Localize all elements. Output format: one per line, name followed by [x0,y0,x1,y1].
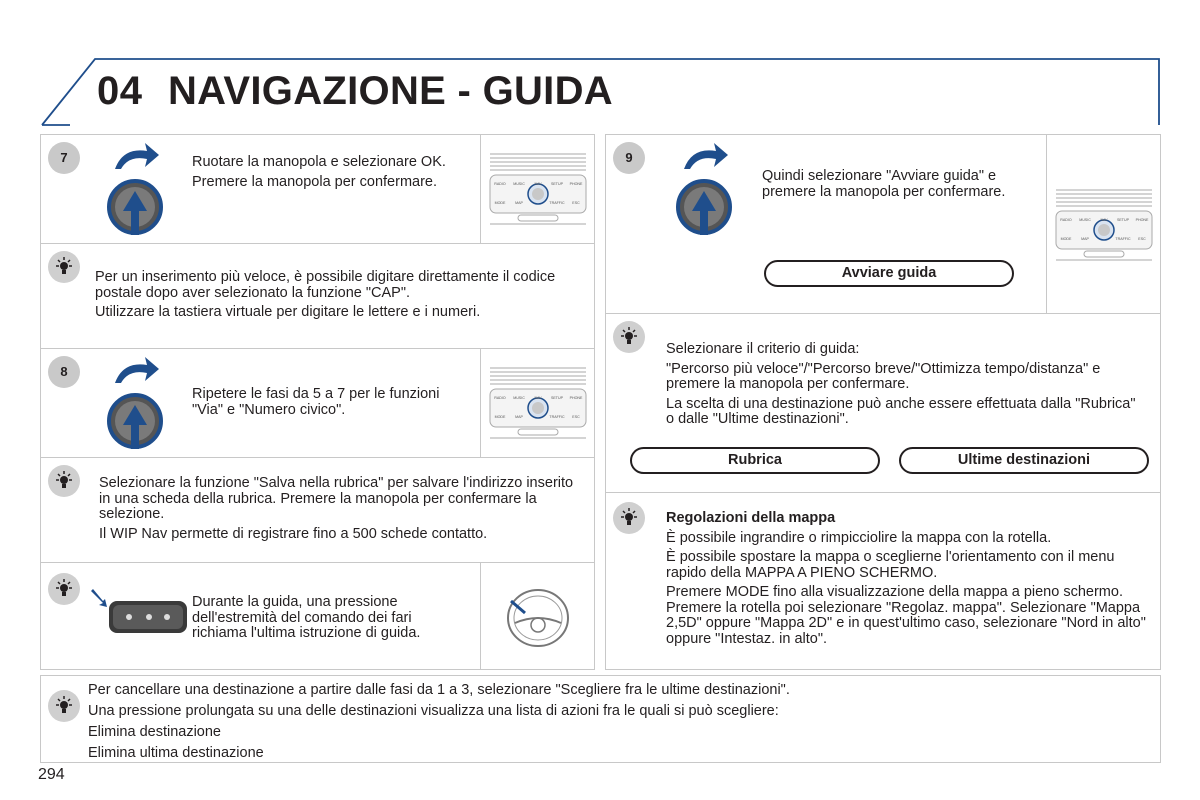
panel-button-label: NAV [1100,218,1108,222]
panel-button-label: SETUP [1117,218,1129,222]
lightbulb-icon [619,327,639,347]
bottom-line-2: Una pressione prolungata su una delle destinazioni visualizza una lista di azioni fra le quali si può scegliere: [88,703,779,719]
step-number-badge: 7 [48,142,80,174]
lightbulb-icon [54,579,74,599]
tip-4-line-3: La scelta di una destinazione può anche essere effettuata dalla "Rubrica" o dalle "Ultime destinazioni". [666,395,1136,427]
tip-icon [48,251,80,283]
bottom-line-1: Per cancellare una destinazione a partire dalle fasi da 1 a 3, selezionare "Scegliere fra le ultime destinazioni". [88,682,790,698]
tip-4-cell [605,313,1161,493]
control-panel-image [488,363,588,443]
tip-5-text [666,511,1150,651]
panel-button-label: PHONE [1135,218,1149,222]
panel-button-label: MODE [1060,237,1072,241]
panel-button-label: TRAFFIC [1115,237,1131,241]
avviare-guida-button[interactable]: Avviare guida [764,260,1014,287]
panel-button-label: PHONE [569,182,583,186]
panel-button-label: NAV [534,396,542,400]
tip-icon [48,690,80,722]
panel-button-label: ESC [572,415,580,419]
steering-wheel-icon [503,583,573,653]
tip-icon [613,321,645,353]
panel-button-label: MUSIC [1079,218,1091,222]
step-7-text [192,155,462,194]
tip-5-line-3: Premere MODE fino alla visualizzazione della mappa a pieno schermo. Premere la rotella poi selezionare "Regolaz. mappa". Selezionare "Mappa 2,5D" oppure "Mappa 2D" e in quest'ultimo caso, selezionare "Nord in alto" oppure "Intestaz. in alto". [666,584,1146,647]
lightbulb-icon [54,471,74,491]
tip-3-text [192,595,462,646]
tip-2-text [99,476,579,546]
step-9-cell [605,134,1047,314]
rubrica-button[interactable]: Rubrica [630,447,880,474]
step-7-panel-cell [480,134,595,244]
step-number-badge: 8 [48,356,80,388]
tip-icon [613,502,645,534]
panel-button-label: MUSIC [513,396,525,400]
chapter-title: NAVIGAZIONE - GUIDA [168,69,613,113]
panel-button-label: SETUP [551,396,563,400]
step-9-panel-cell [1046,134,1161,314]
step-7-line-2: Premere la manopola per confermare. [192,173,438,190]
step-9-text [762,169,1024,204]
tip-5-line-1: È possibile ingrandire o rimpicciolire la mappa con la rotella. [666,529,1052,546]
panel-button-label: ESC [572,201,580,205]
rotary-knob-icon [670,139,740,239]
panel-button-label: NAV [534,182,542,186]
panel-button-label: SETUP [551,182,563,186]
panel-button-label: PHONE [569,396,583,400]
tip-1-cell [40,243,595,349]
tip-4-line-1: Selezionare il criterio di guida: [666,341,860,357]
tip-4-text [666,342,1146,432]
bottom-tip-text [88,682,1148,761]
panel-button-label: TRAFFIC [549,201,565,205]
chapter-header [40,57,1161,127]
panel-button-label: RADIO [494,182,506,186]
step-7-cell [40,134,481,244]
panel-button-label: MODE [494,201,506,205]
light-stalk-icon [89,587,189,647]
tip-icon [48,465,80,497]
lightbulb-icon [54,696,74,716]
panel-button-label: MAP [515,415,523,419]
tip-3-cell [40,562,481,670]
panel-button-label: MAP [515,201,523,205]
tip-1-line-2: Utilizzare la tastiera virtuale per digitare le lettere e i numeri. [95,304,481,320]
page-number: 294 [38,766,65,783]
lightbulb-icon [54,257,74,277]
tip-icon [48,573,80,605]
step-8-line-1: Ripetere le fasi da 5 a 7 per le funzioni "Via" e "Numero civico". [192,386,440,418]
panel-button-label: RADIO [494,396,506,400]
panel-button-label: ESC [1138,237,1146,241]
bottom-tip-cell [40,675,1161,763]
rotary-knob-icon [101,139,171,239]
step-7-line-1: Ruotare la manopola e selezionare OK. [192,154,446,170]
ultime-destinazioni-button[interactable]: Ultime destinazioni [899,447,1149,474]
tip-5-cell [605,492,1161,670]
panel-button-label: RADIO [1060,218,1072,222]
step-8-panel-cell [480,348,595,458]
tip-1-text [95,270,575,325]
tip-5-line-2: È possibile spostare la mappa o sceglierne l'orientamento con il menu rapido della MAPPA A PIENO SCHERMO. [666,549,1115,581]
step-8-cell [40,348,481,458]
panel-button-label: MAP [1081,237,1089,241]
control-panel-image [488,149,588,229]
rotary-knob-icon [101,353,171,453]
panel-button-label: MODE [494,415,506,419]
tip-2-cell [40,457,595,563]
tip-2-line-2: Il WIP Nav permette di registrare fino a 500 schede contatto. [99,525,488,542]
step-8-text [192,387,462,422]
tip-4-line-2: "Percorso più veloce"/"Percorso breve/"Ottimizza tempo/distanza" e premere la manopola per confermare. [666,360,1101,392]
panel-button-label: MUSIC [513,182,525,186]
panel-button-label: TRAFFIC [549,415,565,419]
bottom-line-3: Elimina destinazione [88,724,221,740]
tip-5-heading: Regolazioni della mappa [666,510,836,526]
bottom-line-4: Elimina ultima destinazione [88,745,264,761]
step-number-badge: 9 [613,142,645,174]
lightbulb-icon [619,508,639,528]
step-9-line-1: Quindi selezionare "Avviare guida" e premere la manopola per confermare. [762,168,1006,200]
control-panel-image [1054,185,1154,265]
steering-wheel-cell [480,562,595,670]
tip-3-line-1: Durante la guida, una pressione dell'estremità del comando dei fari richiama l'ultima istruzione di guida. [192,594,421,641]
tip-2-line-1: Selezionare la funzione "Salva nella rubrica" per salvare l'indirizzo inserito in una scheda della rubrica. Premere la manopola per confermare la selezione. [99,475,574,522]
tip-1-line-1: Per un inserimento più veloce, è possibile digitare direttamente il codice postale dopo aver selezionato la funzione "CAP". [95,269,556,301]
chapter-number: 04 [97,69,143,113]
